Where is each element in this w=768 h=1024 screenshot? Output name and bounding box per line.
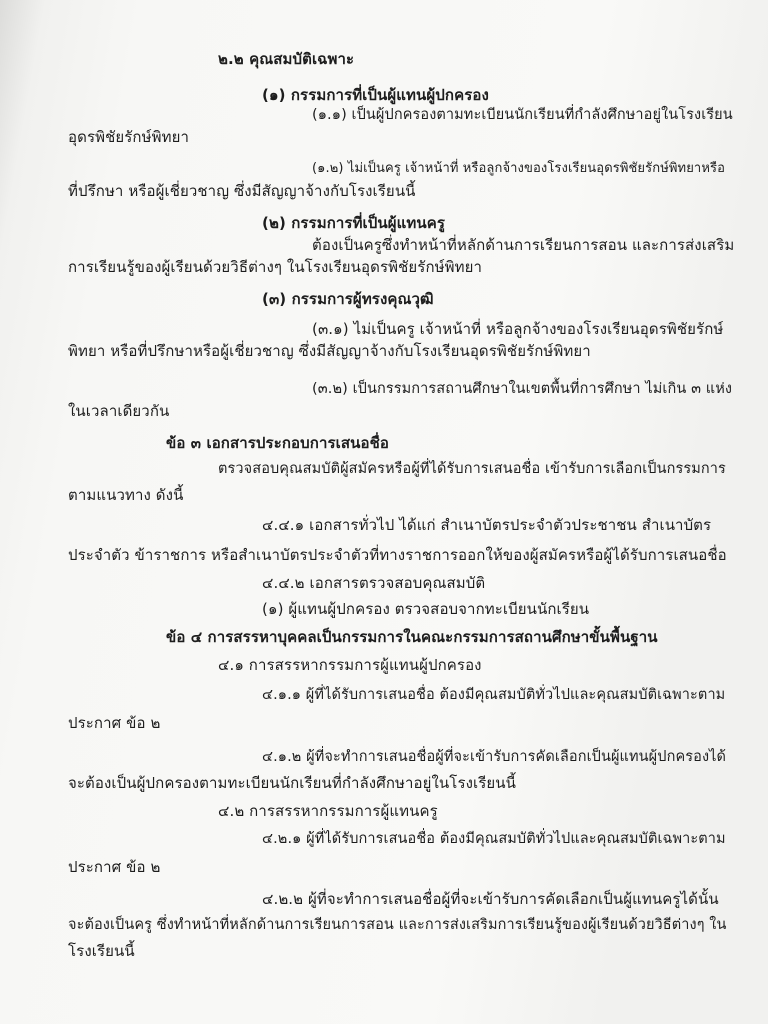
body-line: (๓.๑) ไม่เป็นครู เจ้าหน้าที่ หรือลูกจ้างของโรงเรียนอุดรพิชัยรักษ์ [312,320,724,338]
section-heading-2-2: ๒.๒ คุณสมบัติเฉพาะ [218,50,355,68]
body-line: โรงเรียนนี้ [68,942,135,960]
body-line: ๔.๒.๑ ผู้ที่ได้รับการเสนอชื่อ ต้องมีคุณสมบัติทั่วไปและคุณสมบัติเฉพาะตาม [262,831,726,847]
clause-heading-4: ข้อ ๔ การสรรหาบุคคลเป็นกรรมการในคณะกรรมการสถานศึกษาขั้นพื้นฐาน [166,628,658,646]
sub-clause-heading-4-2: ๔.๒ การสรรหากรรมการผู้แทนครู [218,802,438,820]
body-line: (๑.๒) ไม่เป็นครู เจ้าหน้าที่ หรือลูกจ้างของโรงเรียนอุดรพิชัยรักษ์พิทยาหรือ [312,161,725,176]
body-line: ๔.๑.๑ ผู้ที่ได้รับการเสนอชื่อ ต้องมีคุณสมบัติทั่วไปและคุณสมบัติเฉพาะตาม [262,687,726,703]
body-line: ตรวจสอบคุณสมบัติผู้สมัครหรือผู้ที่ได้รับการเสนอชื่อ เข้ารับการเลือกเป็นกรรมการ [218,461,726,477]
subsection-heading-expert: (๓) กรรมการผู้ทรงคุณวุฒิ [262,290,434,308]
body-line: ๔.๒.๒ ผู้ที่จะทำการเสนอชื่อผู้ที่จะเข้ารับการคัดเลือกเป็นผู้แทนครูได้นั้น [262,890,719,908]
body-line: (๑) ผู้แทนผู้ปกครอง ตรวจสอบจากทะเบียนนักเรียน [262,600,590,618]
body-line: ๔.๔.๑ เอกสารทั่วไป ได้แก่ สำเนาบัตรประจำตัวประชาชน สำเนาบัตร [262,516,712,534]
body-line: ตามแนวทาง ดังนี้ [68,486,184,504]
subsection-heading-teacher-rep: (๒) กรรมการที่เป็นผู้แทนครู [262,214,446,232]
body-line: ต้องเป็นครูซึ่งทำหน้าที่หลักด้านการเรียนการสอน และการส่งเสริม [312,236,735,254]
sub-clause-heading-4-1: ๔.๑ การสรรหากรรมการผู้แทนผู้ปกครอง [218,656,482,674]
body-line: จะต้องเป็นครู ซึ่งทำหน้าที่หลักด้านการเรียนการสอน และการส่งเสริมการเรียนรู้ของผู้เรียนด้วยวิธีต่างๆ ใน [68,917,727,933]
body-line: ในเวลาเดียวกัน [68,402,170,420]
body-line: ประกาศ ข้อ ๒ [68,858,161,876]
body-line: ประจำตัว ข้าราชการ หรือสำเนาบัตรประจำตัวที่ทางราชการออกให้ของผู้สมัครหรือผู้ได้รับการเสนอชื่อ [68,546,727,564]
body-line: การเรียนรู้ของผู้เรียนด้วยวิธีต่างๆ ในโรงเรียนอุดรพิชัยรักษ์พิทยา [68,258,483,276]
body-line: ๔.๑.๒ ผู้ที่จะทำการเสนอชื่อผู้ที่จะเข้ารับการคัดเลือกเป็นผู้แทนผู้ปกครองได้ [262,749,727,765]
body-line: ประกาศ ข้อ ๒ [68,714,161,732]
body-line: (๓.๒) เป็นกรรมการสถานศึกษาในเขตพื้นที่การศึกษา ไม่เกิน ๓ แห่ง [312,381,733,397]
body-line: พิทยา หรือที่ปรึกษาหรือผู้เชี่ยวชาญ ซึ่งมีสัญญาจ้างกับโรงเรียนอุดรพิชัยรักษ์พิทยา [68,342,591,360]
body-line: จะต้องเป็นผู้ปกครองตามทะเบียนนักเรียนที่กำลังศึกษาอยู่ในโรงเรียนนี้ [68,774,517,792]
body-line: ๔.๔.๒ เอกสารตรวจสอบคุณสมบัติ [262,574,486,592]
body-line: อุดรพิชัยรักษ์พิทยา [68,128,189,146]
body-line: ที่ปรึกษา หรือผู้เชี่ยวชาญ ซึ่งมีสัญญาจ้างกับโรงเรียนนี้ [68,182,416,200]
body-line: (๑.๑) เป็นผู้ปกครองตามทะเบียนนักเรียนที่กำลังศึกษาอยู่ในโรงเรียน [312,107,733,123]
clause-heading-3: ข้อ ๓ เอกสารประกอบการเสนอชื่อ [166,434,389,452]
subsection-heading-parent-rep: (๑) กรรมการที่เป็นผู้แทนผู้ปกครอง [262,86,489,104]
